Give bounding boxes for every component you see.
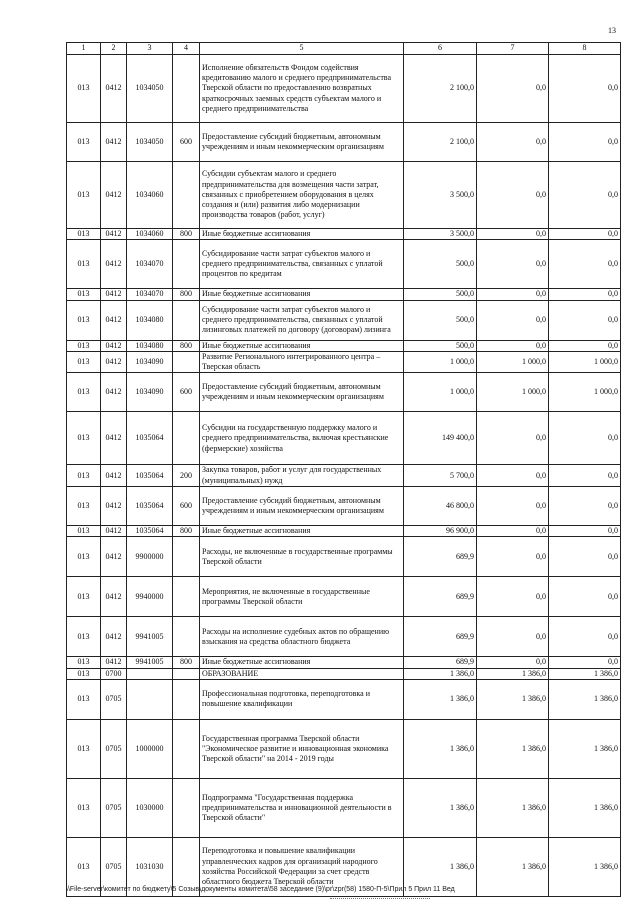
amount-cell: 0,0 bbox=[549, 162, 621, 229]
expense-type-cell: 800 bbox=[173, 657, 200, 668]
code-cell: 013 bbox=[67, 657, 101, 668]
expense-type-cell bbox=[173, 351, 200, 373]
amount-cell: 0,0 bbox=[477, 289, 549, 300]
target-article-cell: 9940000 bbox=[127, 577, 173, 617]
expense-type-cell bbox=[173, 412, 200, 465]
description-cell: Развитие Регионального интегрированного центра – Тверская область bbox=[200, 351, 404, 373]
header-cell: 2 bbox=[101, 43, 127, 55]
description-cell: Субсидирование части затрат субъектов малого и среднего предпринимательства, связанных с уплатой процентов по кредитам bbox=[200, 240, 404, 289]
code-cell: 013 bbox=[67, 351, 101, 373]
target-article-cell: 1000000 bbox=[127, 719, 173, 778]
target-article-cell: 1034090 bbox=[127, 351, 173, 373]
amount-cell: 0,0 bbox=[477, 487, 549, 526]
table-row bbox=[67, 487, 621, 526]
header-row bbox=[67, 43, 621, 55]
code-cell: 013 bbox=[67, 526, 101, 537]
description-cell: Предоставление субсидий бюджетным, автономным учреждениям и иным некоммерческим организациям bbox=[200, 487, 404, 526]
table-row bbox=[67, 373, 621, 412]
description-cell: Профессиональная подготовка, переподготовка и повышение квалификации bbox=[200, 679, 404, 719]
target-article-cell: 1034050 bbox=[127, 123, 173, 162]
amount-cell: 500,0 bbox=[404, 289, 477, 300]
amount-cell: 2 100,0 bbox=[404, 123, 477, 162]
target-article-cell: 1035064 bbox=[127, 487, 173, 526]
section-cell: 0412 bbox=[101, 577, 127, 617]
table-row bbox=[67, 123, 621, 162]
code-cell: 013 bbox=[67, 300, 101, 340]
amount-cell: 0,0 bbox=[477, 123, 549, 162]
section-cell: 0412 bbox=[101, 300, 127, 340]
description-cell: Закупка товаров, работ и услуг для государственных (муниципальных) нужд bbox=[200, 465, 404, 487]
amount-cell: 0,0 bbox=[477, 537, 549, 577]
description-cell: Расходы, не включенные в государственные программы Тверской области bbox=[200, 537, 404, 577]
amount-cell: 0,0 bbox=[549, 617, 621, 657]
amount-cell: 500,0 bbox=[404, 340, 477, 351]
section-cell: 0412 bbox=[101, 351, 127, 373]
code-cell: 013 bbox=[67, 55, 101, 123]
target-article-cell bbox=[127, 668, 173, 679]
table-row bbox=[67, 719, 621, 778]
target-article-cell: 1031030 bbox=[127, 837, 173, 896]
table-row bbox=[67, 679, 621, 719]
description-cell: Предоставление субсидий бюджетным, автономным учреждениям и иным некоммерческим организациям bbox=[200, 373, 404, 412]
amount-cell: 1 386,0 bbox=[549, 668, 621, 679]
expense-type-cell: 600 bbox=[173, 487, 200, 526]
code-cell: 013 bbox=[67, 668, 101, 679]
amount-cell: 1 000,0 bbox=[477, 351, 549, 373]
section-cell: 0412 bbox=[101, 617, 127, 657]
amount-cell: 149 400,0 bbox=[404, 412, 477, 465]
description-cell: Иные бюджетные ассигнования bbox=[200, 340, 404, 351]
code-cell: 013 bbox=[67, 577, 101, 617]
target-article-cell: 1034070 bbox=[127, 289, 173, 300]
amount-cell: 0,0 bbox=[477, 617, 549, 657]
amount-cell: 5 700,0 bbox=[404, 465, 477, 487]
table-row bbox=[67, 300, 621, 340]
expense-type-cell bbox=[173, 300, 200, 340]
footer-divider bbox=[330, 898, 430, 899]
description-cell: Субсидии субъектам малого и среднего предпринимательства для возмещения части затрат, связанных с приобретением оборудования в целях создания и (или) развития либо модернизации производства товаров (работ, услуг) bbox=[200, 162, 404, 229]
section-cell: 0412 bbox=[101, 412, 127, 465]
code-cell: 013 bbox=[67, 778, 101, 837]
amount-cell: 0,0 bbox=[477, 340, 549, 351]
description-cell: Иные бюджетные ассигнования bbox=[200, 657, 404, 668]
amount-cell: 1 386,0 bbox=[477, 719, 549, 778]
amount-cell: 0,0 bbox=[477, 577, 549, 617]
amount-cell: 0,0 bbox=[477, 412, 549, 465]
target-article-cell: 1035064 bbox=[127, 526, 173, 537]
expense-type-cell bbox=[173, 778, 200, 837]
target-article-cell: 9941005 bbox=[127, 617, 173, 657]
expense-type-cell: 800 bbox=[173, 340, 200, 351]
description-cell: Расходы на исполнение судебных актов по обращению взыскания на средства областного бюджета bbox=[200, 617, 404, 657]
amount-cell: 689,9 bbox=[404, 537, 477, 577]
code-cell: 013 bbox=[67, 537, 101, 577]
amount-cell: 0,0 bbox=[477, 300, 549, 340]
amount-cell: 46 800,0 bbox=[404, 487, 477, 526]
section-cell: 0705 bbox=[101, 679, 127, 719]
target-article-cell: 1034050 bbox=[127, 55, 173, 123]
table-row bbox=[67, 412, 621, 465]
header-cell: 4 bbox=[173, 43, 200, 55]
description-cell: Иные бюджетные ассигнования bbox=[200, 289, 404, 300]
table-row bbox=[67, 526, 621, 537]
section-cell: 0705 bbox=[101, 778, 127, 837]
section-cell: 0705 bbox=[101, 719, 127, 778]
amount-cell: 0,0 bbox=[549, 289, 621, 300]
file-path-footer: \\File-server\комитет по бюджету\5 Созыв\документы комитета\58 заседание (9)\pr\zpr(58) 1580-П-5\Прил 5 Прил 11 Вед bbox=[66, 886, 455, 893]
section-cell: 0412 bbox=[101, 162, 127, 229]
amount-cell: 1 386,0 bbox=[404, 778, 477, 837]
section-cell: 0412 bbox=[101, 537, 127, 577]
target-article-cell: 1034060 bbox=[127, 229, 173, 240]
amount-cell: 0,0 bbox=[549, 537, 621, 577]
header-cell: 7 bbox=[477, 43, 549, 55]
amount-cell: 1 386,0 bbox=[404, 679, 477, 719]
description-cell: Подпрограмма "Государственная поддержка предпринимательства и инновационной деятельности в Тверской области" bbox=[200, 778, 404, 837]
code-cell: 013 bbox=[67, 617, 101, 657]
target-article-cell: 1034080 bbox=[127, 300, 173, 340]
table-row bbox=[67, 537, 621, 577]
amount-cell: 1 386,0 bbox=[549, 679, 621, 719]
amount-cell: 1 386,0 bbox=[549, 778, 621, 837]
target-article-cell: 1034060 bbox=[127, 162, 173, 229]
table-row bbox=[67, 289, 621, 300]
expense-type-cell bbox=[173, 668, 200, 679]
page-number: 13 bbox=[608, 26, 616, 35]
budget-table bbox=[66, 42, 621, 897]
amount-cell: 0,0 bbox=[549, 577, 621, 617]
expense-type-cell: 800 bbox=[173, 289, 200, 300]
amount-cell: 1 386,0 bbox=[549, 719, 621, 778]
code-cell: 013 bbox=[67, 412, 101, 465]
header-cell: 6 bbox=[404, 43, 477, 55]
section-cell: 0412 bbox=[101, 465, 127, 487]
amount-cell: 1 386,0 bbox=[477, 679, 549, 719]
table-row bbox=[67, 351, 621, 373]
table-row bbox=[67, 465, 621, 487]
amount-cell: 1 386,0 bbox=[549, 837, 621, 896]
description-cell: Субсидии на государственную поддержку малого и среднего предпринимательства, включая крестьянские (фермерские) хозяйства bbox=[200, 412, 404, 465]
target-article-cell: 1035064 bbox=[127, 412, 173, 465]
code-cell: 013 bbox=[67, 240, 101, 289]
amount-cell: 689,9 bbox=[404, 617, 477, 657]
table-row bbox=[67, 229, 621, 240]
code-cell: 013 bbox=[67, 289, 101, 300]
amount-cell: 0,0 bbox=[477, 162, 549, 229]
target-article-cell: 1034080 bbox=[127, 340, 173, 351]
expense-type-cell: 600 bbox=[173, 123, 200, 162]
code-cell: 013 bbox=[67, 719, 101, 778]
expense-type-cell bbox=[173, 240, 200, 289]
code-cell: 013 bbox=[67, 229, 101, 240]
description-cell: Иные бюджетные ассигнования bbox=[200, 229, 404, 240]
table-row bbox=[67, 55, 621, 123]
amount-cell: 0,0 bbox=[477, 240, 549, 289]
amount-cell: 1 000,0 bbox=[404, 373, 477, 412]
amount-cell: 1 000,0 bbox=[477, 373, 549, 412]
target-article-cell: 1034070 bbox=[127, 240, 173, 289]
section-cell: 0412 bbox=[101, 229, 127, 240]
amount-cell: 0,0 bbox=[477, 229, 549, 240]
description-cell: Субсидирование части затрат субъектов малого и среднего предпринимательства, связанных с уплатой лизинговых платежей по договору (договорам) лизинга bbox=[200, 300, 404, 340]
amount-cell: 1 386,0 bbox=[477, 778, 549, 837]
table-row bbox=[67, 657, 621, 668]
target-article-cell: 1035064 bbox=[127, 465, 173, 487]
expense-type-cell bbox=[173, 162, 200, 229]
expense-type-cell: 800 bbox=[173, 526, 200, 537]
section-cell: 0412 bbox=[101, 289, 127, 300]
amount-cell: 0,0 bbox=[477, 55, 549, 123]
amount-cell: 0,0 bbox=[549, 526, 621, 537]
header-cell: 1 bbox=[67, 43, 101, 55]
target-article-cell bbox=[127, 679, 173, 719]
expense-type-cell bbox=[173, 55, 200, 123]
amount-cell: 500,0 bbox=[404, 300, 477, 340]
expense-type-cell: 600 bbox=[173, 373, 200, 412]
amount-cell: 2 100,0 bbox=[404, 55, 477, 123]
amount-cell: 1 386,0 bbox=[477, 668, 549, 679]
amount-cell: 0,0 bbox=[549, 340, 621, 351]
description-cell: Государственная программа Тверской области "Экономическое развитие и инновационная экономика Тверской области" на 2014 - 2019 годы bbox=[200, 719, 404, 778]
section-cell: 0412 bbox=[101, 340, 127, 351]
amount-cell: 0,0 bbox=[549, 465, 621, 487]
expense-type-cell bbox=[173, 617, 200, 657]
amount-cell: 1 386,0 bbox=[404, 837, 477, 896]
code-cell: 013 bbox=[67, 465, 101, 487]
section-cell: 0705 bbox=[101, 837, 127, 896]
amount-cell: 1 000,0 bbox=[549, 351, 621, 373]
amount-cell: 0,0 bbox=[477, 465, 549, 487]
header-cell: 5 bbox=[200, 43, 404, 55]
code-cell: 013 bbox=[67, 373, 101, 412]
expense-type-cell: 200 bbox=[173, 465, 200, 487]
amount-cell: 1 386,0 bbox=[404, 719, 477, 778]
target-article-cell: 1034090 bbox=[127, 373, 173, 412]
section-cell: 0412 bbox=[101, 526, 127, 537]
amount-cell: 96 900,0 bbox=[404, 526, 477, 537]
table-row bbox=[67, 617, 621, 657]
description-cell: Предоставление субсидий бюджетным, автономным учреждениям и иным некоммерческим организациям bbox=[200, 123, 404, 162]
table-row bbox=[67, 577, 621, 617]
section-cell: 0412 bbox=[101, 123, 127, 162]
header-cell: 8 bbox=[549, 43, 621, 55]
expense-type-cell: 800 bbox=[173, 229, 200, 240]
table-row bbox=[67, 778, 621, 837]
amount-cell: 0,0 bbox=[549, 55, 621, 123]
target-article-cell: 1030000 bbox=[127, 778, 173, 837]
amount-cell: 1 386,0 bbox=[477, 837, 549, 896]
expense-type-cell bbox=[173, 679, 200, 719]
description-cell: Мероприятия, не включенные в государственные программы Тверской области bbox=[200, 577, 404, 617]
amount-cell: 1 386,0 bbox=[404, 668, 477, 679]
amount-cell: 0,0 bbox=[549, 240, 621, 289]
expense-type-cell bbox=[173, 577, 200, 617]
code-cell: 013 bbox=[67, 123, 101, 162]
code-cell: 013 bbox=[67, 487, 101, 526]
amount-cell: 0,0 bbox=[477, 526, 549, 537]
amount-cell: 0,0 bbox=[549, 487, 621, 526]
amount-cell: 0,0 bbox=[549, 657, 621, 668]
header-cell: 3 bbox=[127, 43, 173, 55]
amount-cell: 0,0 bbox=[549, 300, 621, 340]
section-cell: 0700 bbox=[101, 668, 127, 679]
table-row bbox=[67, 162, 621, 229]
description-cell: Переподготовка и повышение квалификации управленческих кадров для организаций народного хозяйства Российской Федерации за счет средств областного бюджета Тверской области bbox=[200, 837, 404, 896]
section-cell: 0412 bbox=[101, 240, 127, 289]
amount-cell: 3 500,0 bbox=[404, 229, 477, 240]
description-cell: ОБРАЗОВАНИЕ bbox=[200, 668, 404, 679]
description-cell: Исполнение обязательств Фондом содействия кредитованию малого и среднего предпринимательства Тверской области по предоставлению возвратных краткосрочных заемных средств субъектам малого и среднего предпринимательства bbox=[200, 55, 404, 123]
amount-cell: 1 000,0 bbox=[404, 351, 477, 373]
amount-cell: 500,0 bbox=[404, 240, 477, 289]
code-cell: 013 bbox=[67, 162, 101, 229]
amount-cell: 0,0 bbox=[549, 123, 621, 162]
target-article-cell: 9900000 bbox=[127, 537, 173, 577]
code-cell: 013 bbox=[67, 837, 101, 896]
amount-cell: 0,0 bbox=[477, 657, 549, 668]
code-cell: 013 bbox=[67, 340, 101, 351]
expense-type-cell bbox=[173, 537, 200, 577]
table-row bbox=[67, 340, 621, 351]
table-row bbox=[67, 668, 621, 679]
amount-cell: 689,9 bbox=[404, 577, 477, 617]
amount-cell: 689,9 bbox=[404, 657, 477, 668]
target-article-cell: 9941005 bbox=[127, 657, 173, 668]
section-cell: 0412 bbox=[101, 373, 127, 412]
section-cell: 0412 bbox=[101, 487, 127, 526]
amount-cell: 0,0 bbox=[549, 229, 621, 240]
section-cell: 0412 bbox=[101, 55, 127, 123]
amount-cell: 3 500,0 bbox=[404, 162, 477, 229]
code-cell: 013 bbox=[67, 679, 101, 719]
amount-cell: 1 000,0 bbox=[549, 373, 621, 412]
table-row bbox=[67, 240, 621, 289]
section-cell: 0412 bbox=[101, 657, 127, 668]
description-cell: Иные бюджетные ассигнования bbox=[200, 526, 404, 537]
expense-type-cell bbox=[173, 719, 200, 778]
amount-cell: 0,0 bbox=[549, 412, 621, 465]
